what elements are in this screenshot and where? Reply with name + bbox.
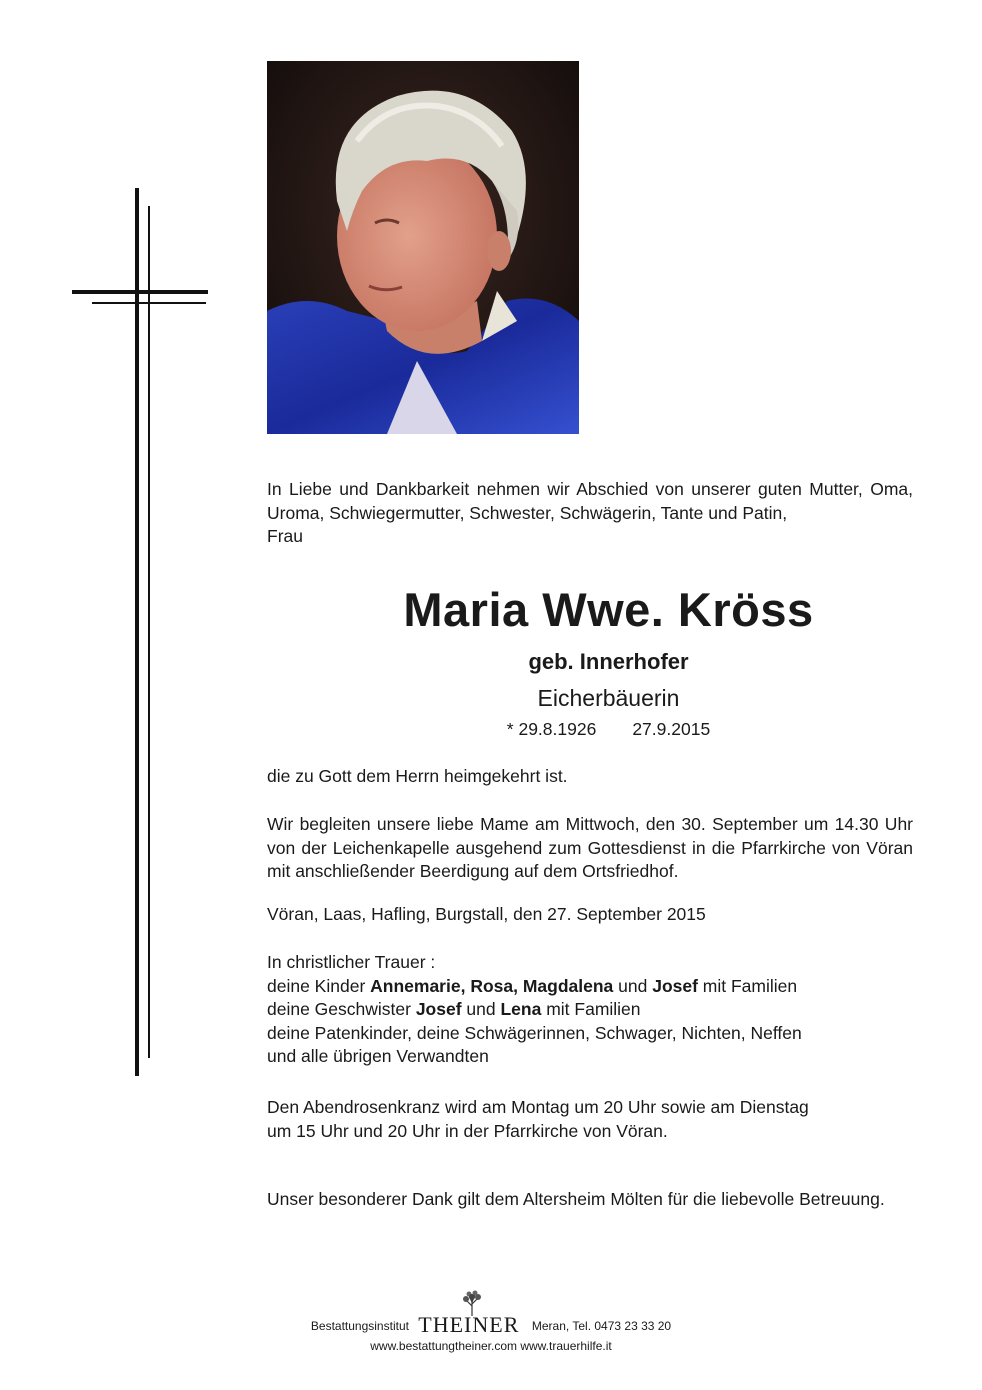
mourners-siblings: deine Geschwister Josef und Lena mit Familien bbox=[267, 999, 641, 1019]
mourners-relatives: deine Patenkinder, deine Schwägerinnen, Schwager, Nichten, Neffen bbox=[267, 1022, 802, 1043]
place-date: Vöran, Laas, Hafling, Burgstall, den 27. September 2015 bbox=[267, 904, 706, 924]
contact-info: Meran, Tel. 0473 23 33 20 bbox=[531, 1319, 672, 1333]
returned-text: die zu Gott dem Herrn heimgekehrt ist. bbox=[267, 766, 568, 786]
life-dates bbox=[267, 717, 950, 741]
maiden-name: geb. Innerhofer bbox=[528, 649, 689, 674]
mourners-heading: In christlicher Trauer : bbox=[267, 952, 436, 972]
funeral-text: Wir begleiten unsere liebe Mame am Mittwoch, den 30. September um 14.30 Uhr von der Leichenkapelle ausgehend zum Gottesdienst in die Pfarrkirche von Vöran mit anschließender Beerdigung auf dem Ortsfriedhof. bbox=[267, 814, 913, 881]
portrait-photo bbox=[267, 61, 579, 434]
intro-text: In Liebe und Dankbarkeit nehmen wir Abschied von unserer guten Mutter, Oma, Uroma, Schwiegermutter, Schwester, Schwägerin, Tante und Patin, Frau bbox=[267, 479, 913, 546]
deceased-name: Maria Wwe. Kröss bbox=[403, 583, 814, 636]
website-links: www.bestattungtheiner.com www.trauerhilfe.it bbox=[370, 1339, 612, 1353]
thanks-text: Unser besonderer Dank gilt dem Altersheim Mölten für die liebevolle Betreuung. bbox=[267, 1189, 885, 1209]
cross-inner-beam bbox=[92, 302, 206, 304]
funeral-home-footer bbox=[0, 1312, 982, 1339]
death-date: 27.9.2015 bbox=[632, 719, 711, 739]
tree-icon bbox=[457, 1290, 487, 1316]
cross-icon bbox=[135, 188, 139, 1076]
cross-inner-line bbox=[148, 206, 150, 1058]
mourners-children: deine Kinder Annemarie, Rosa, Magdalena und Josef mit Familien bbox=[267, 975, 798, 996]
institute-label: Bestattungsinstitut bbox=[310, 1319, 409, 1333]
mourners-block bbox=[267, 951, 913, 1069]
theiner-logo: THEINER bbox=[418, 1312, 526, 1337]
farm-title: Eicherbäuerin bbox=[537, 685, 680, 711]
rosary-text: Den Abendrosenkranz wird am Montag um 20 Uhr sowie am Dienstag um 15 Uhr und 20 Uhr in der Pfarrkirche von Vöran. bbox=[267, 1097, 809, 1141]
cross-beam bbox=[72, 290, 208, 294]
birth-date: * 29.8.1926 bbox=[506, 719, 597, 739]
mourners-others: und alle übrigen Verwandten bbox=[267, 1046, 489, 1066]
